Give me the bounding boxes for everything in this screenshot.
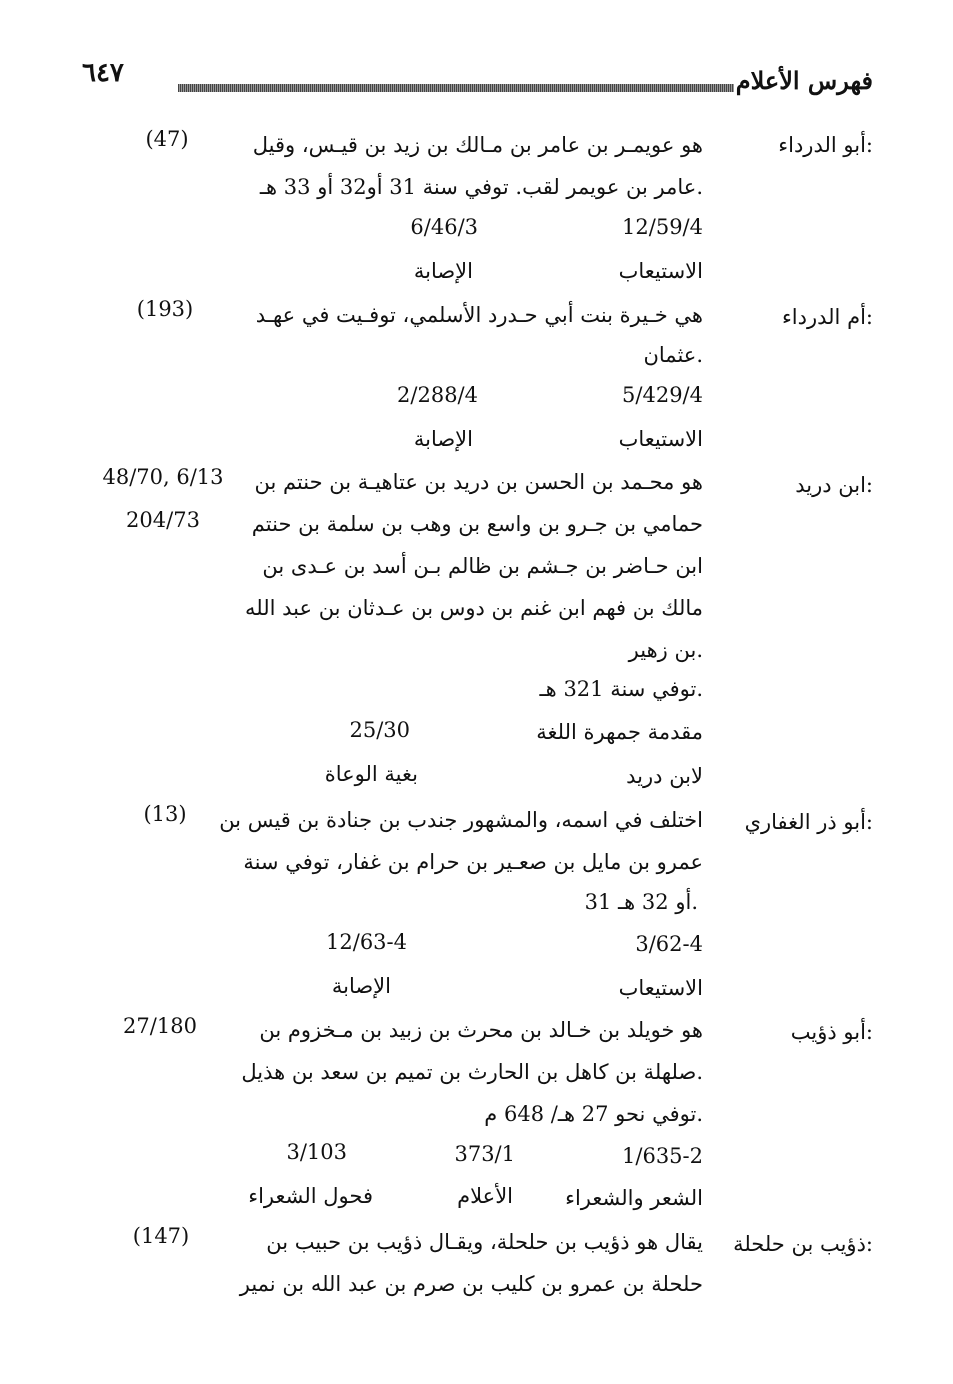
entry-ref: (13) <box>143 802 187 826</box>
entry-name: ذؤيب بن حلحلة: <box>733 1232 873 1256</box>
entry-line: توفي نحو 27 هـ/ 648 م. <box>484 1102 703 1126</box>
entry-line: اختلف في اسمه، والمشهور جندب بن جنادة بن قيس بن <box>219 808 703 832</box>
entry-name: أم الدرداء: <box>781 305 873 329</box>
entry-line: هو عويمـر بن عامر بن مـالك بن زيد بن قيـس، وقيل <box>252 133 703 157</box>
entry-source-ref: 3/103 <box>286 1140 347 1164</box>
entry-line: هو محـمد بن الحسن بن دريد بن عتاهيـة بن حنتم بن <box>254 470 703 494</box>
entry-source-ref: 2/288/4 <box>397 383 478 407</box>
entry-line: هو خويلد بن خـالد بن محرث بن زبيد بن مـخزوم بن <box>259 1018 703 1042</box>
entry-source-ref: 373/1 <box>454 1142 515 1166</box>
entry-source-name: الأعلام <box>457 1184 513 1208</box>
entry-line: عامر بن عويمر لقب. توفي سنة 31 أو32 أو 33 هـ. <box>259 175 703 199</box>
entry-source-name: لابن دريد <box>626 764 703 788</box>
entry-source-ref: 1/635-2 <box>622 1144 703 1168</box>
entry-line: عمرو بن مايل بن صعـير بن حرام بن غفار، توفي سنة <box>243 850 703 874</box>
entry-name: أبو ذؤيب: <box>790 1020 873 1044</box>
entry-line: حلحلة بن عمرو بن كليب بن صرم بن عبد الله بن نمير <box>239 1272 703 1296</box>
header-title: فهرس الأعلام <box>735 66 873 95</box>
entry-source-name: فحول الشعراء <box>248 1184 373 1208</box>
entry-line: يقال هو ذؤيب بن حلحلة، ويقـال ذؤيب بن حبيب بن <box>266 1230 703 1254</box>
entry-line: مالك بن فهم ابن غنم بن دوس بن عـدثان بن عبد الله <box>245 596 703 620</box>
entry-source-name: الإصابة <box>413 259 473 283</box>
entry-ref: (47) <box>145 127 189 151</box>
entry-source-name: بغية الوعاة <box>324 762 418 786</box>
entry-source-ref: 25/30 <box>349 718 410 742</box>
entry-line: صلهلة بن كاهل بن الحارث بن تميم بن سعد بن هذيل. <box>241 1060 703 1084</box>
entry-source-ref: 6/46/3 <box>410 215 478 239</box>
entry-source-ref: 3/62-4 <box>635 932 703 956</box>
entry-source-ref: 12/59/4 <box>622 215 703 239</box>
entry-ref: 27/180 <box>123 1014 197 1038</box>
header-rule <box>178 84 734 92</box>
entry-source-ref: مقدمة جمهرة اللغة <box>536 720 703 744</box>
entry-line: هي خـيرة بنت أبي حـدرد الأسلمي، توفـيت في عهـد <box>255 303 703 327</box>
entry-ref: 204/73 <box>126 508 200 532</box>
entry-source-name: الاستيعاب <box>618 427 703 451</box>
entry-line: بن زهير. <box>628 638 703 662</box>
entry-line: عثمان. <box>643 343 703 367</box>
entry-line: 31 أو 32 هـ. <box>584 890 698 914</box>
entry-line: حمامي بن جـرو بن واسع بن وهب بن سلمة بن حنتم <box>251 512 703 536</box>
entry-ref: (193) <box>136 297 194 321</box>
page-number: ٦٤٧ <box>82 58 124 88</box>
entry-source-name: الاستيعاب <box>618 976 703 1000</box>
entry-source-name: الاستيعاب <box>618 259 703 283</box>
entry-line: ابن حـاضر بن جـشم بن ظالم بـن أسد بن عـدى بن <box>262 554 703 578</box>
entry-line: توفي سنة 321 هـ. <box>539 677 703 701</box>
entry-source-ref: 5/429/4 <box>622 383 703 407</box>
entry-name: ابن دريد: <box>795 473 873 497</box>
entry-name: أبو الدرداء: <box>778 133 873 157</box>
entry-source-name: الشعر والشعراء <box>565 1186 703 1210</box>
entry-source-name: الإصابة <box>331 974 391 998</box>
entry-source-ref: 12/63-4 <box>326 930 407 954</box>
entry-name: أبو ذر الغفاري: <box>744 810 873 834</box>
entry-source-name: الإصابة <box>413 427 473 451</box>
entry-ref: (147) <box>132 1224 190 1248</box>
entry-ref: 48/70, 6/13 <box>102 465 224 489</box>
